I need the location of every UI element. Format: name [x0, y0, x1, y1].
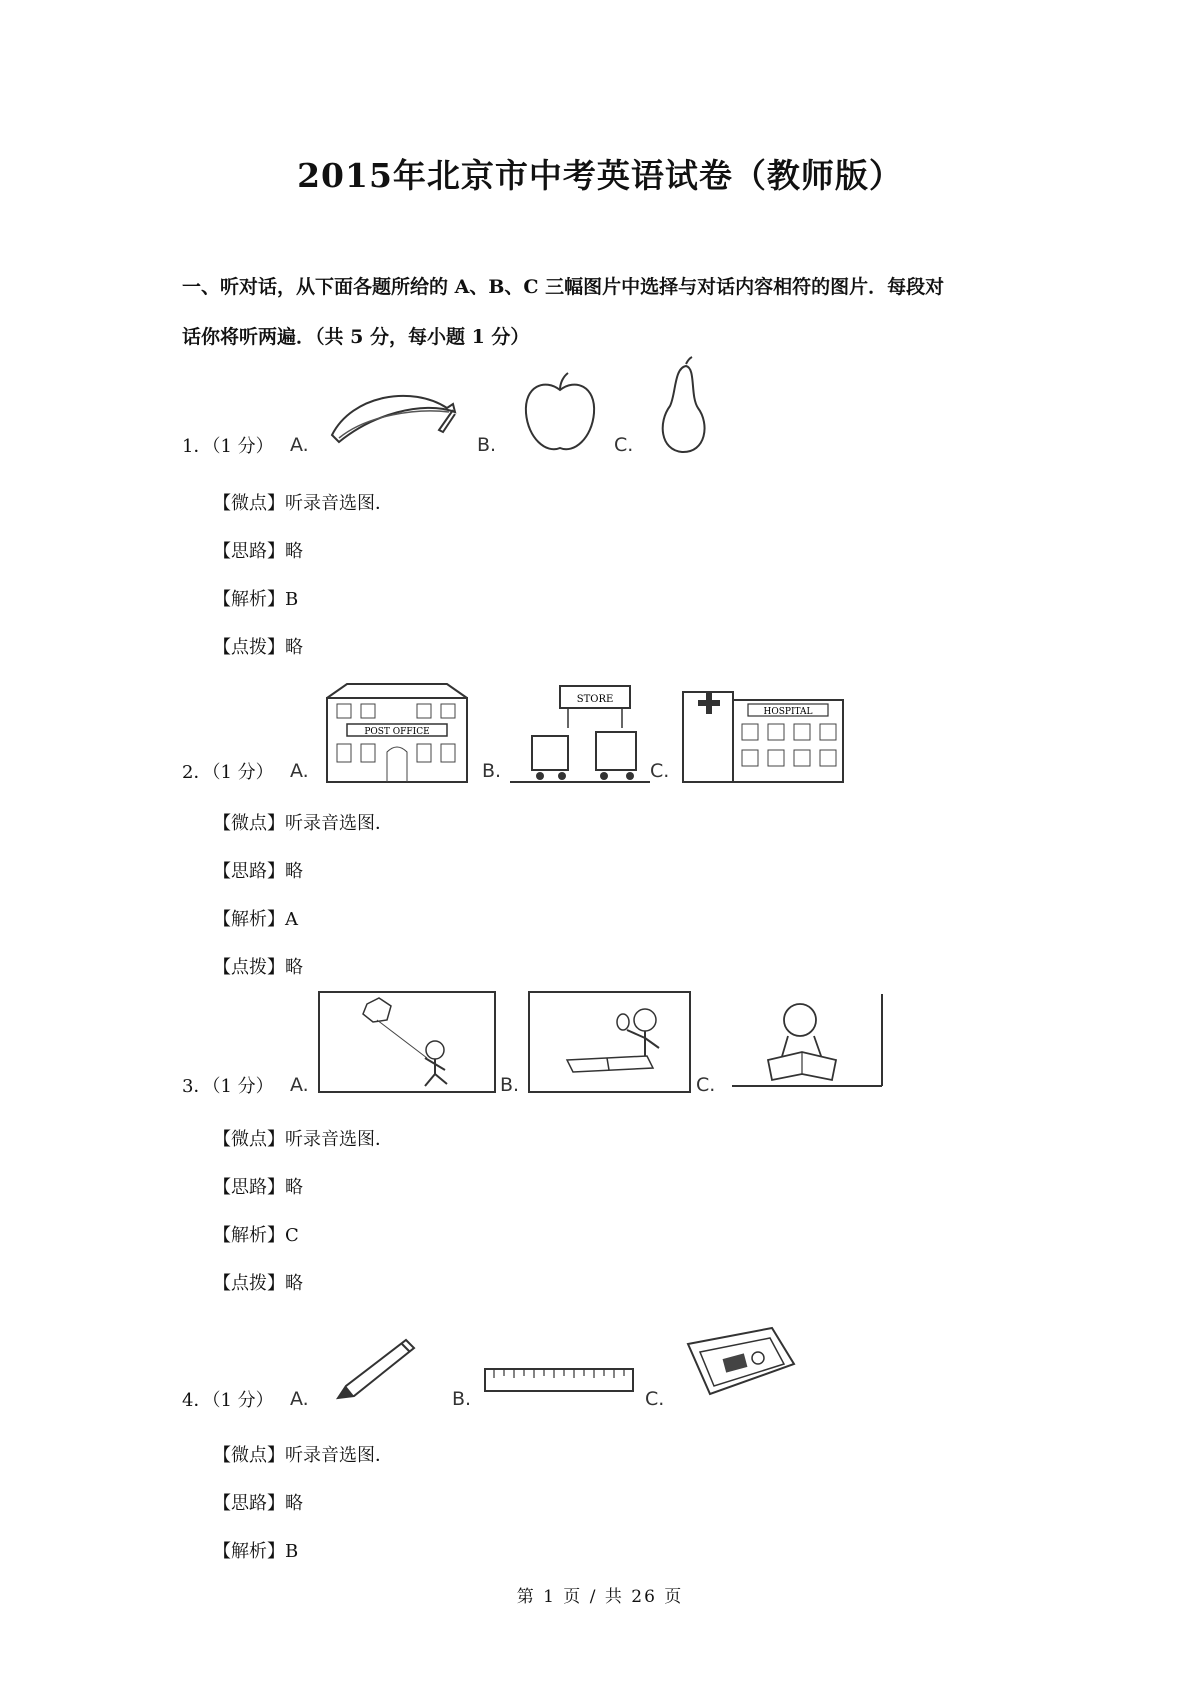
banana-icon: [327, 380, 457, 450]
analysis-answer: 【解析】B: [213, 1541, 299, 1562]
analysis-approach: 【思路】略: [213, 861, 303, 882]
post-office-sign: POST OFFICE: [364, 727, 430, 737]
boy-flying-kite-icon: [317, 990, 497, 1094]
analysis-approach: 【思路】略: [213, 1177, 303, 1198]
page-title: 2015年北京市中考英语试卷（教师版）: [297, 156, 903, 195]
analysis-tip: 【点拨】略: [213, 1273, 303, 1294]
option-b-letter: B.: [500, 1074, 520, 1096]
option-c-letter: C.: [645, 1388, 665, 1410]
apple-icon: [520, 368, 600, 456]
option-a-letter: A.: [290, 1074, 309, 1096]
question-2: [182, 678, 1082, 784]
option-c-letter: C.: [614, 434, 634, 456]
analysis-tip: 【点拨】略: [213, 637, 303, 658]
question-label: 3．（1 分）: [182, 1076, 274, 1097]
analysis-point: 【微点】听录音选图．: [213, 1445, 393, 1466]
question-label: 2．（1 分）: [182, 762, 274, 783]
analysis-point: 【微点】听录音选图．: [213, 1129, 393, 1150]
analysis-point: 【微点】听录音选图．: [213, 493, 393, 514]
page-number: 第 1 页 / 共 26 页: [516, 1587, 684, 1607]
post-office-icon: [317, 678, 477, 784]
analysis-approach: 【思路】略: [213, 541, 303, 562]
option-a-letter: A.: [290, 1388, 309, 1410]
section-heading-line-1: 一、听对话，从下面各题所给的 A、B、C 三幅图片中选择与对话内容相符的图片．每段对: [182, 276, 945, 298]
store-sign: STORE: [576, 694, 614, 705]
analysis-answer: 【解析】B: [213, 589, 299, 610]
analysis-tip: 【点拨】略: [213, 957, 303, 978]
boy-reading-book-icon: [722, 990, 892, 1094]
question-4: [182, 1312, 1082, 1412]
analysis-answer: 【解析】C: [213, 1225, 299, 1246]
boy-playing-ping-pong-icon: [527, 990, 692, 1094]
option-b-letter: B.: [452, 1388, 472, 1410]
pear-icon: [652, 356, 712, 456]
section-heading: [182, 262, 1042, 362]
store-icon: [510, 678, 650, 784]
option-a-letter: A.: [290, 434, 309, 456]
section-heading-line-2: 话你将听两遍．（共 5 分，每小题 1 分）: [182, 326, 530, 348]
pencil-icon: [332, 1334, 422, 1404]
hospital-icon: [678, 678, 848, 784]
pencil-case-icon: [680, 1324, 800, 1404]
option-c-letter: C.: [696, 1074, 716, 1096]
analysis-point: 【微点】听录音选图．: [213, 813, 393, 834]
option-b-letter: B.: [482, 760, 502, 782]
analysis-answer: 【解析】A: [213, 909, 298, 930]
ruler-icon: [484, 1368, 634, 1392]
option-b-letter: B.: [477, 434, 497, 456]
hospital-sign: HOSPITAL: [763, 707, 813, 717]
question-1: [182, 358, 1082, 458]
question-3: [182, 988, 1082, 1098]
option-a-letter: A.: [290, 760, 309, 782]
question-label: 4．（1 分）: [182, 1390, 274, 1411]
analysis-approach: 【思路】略: [213, 1493, 303, 1514]
option-c-letter: C.: [650, 760, 670, 782]
question-label: 1．（1 分）: [182, 436, 274, 457]
